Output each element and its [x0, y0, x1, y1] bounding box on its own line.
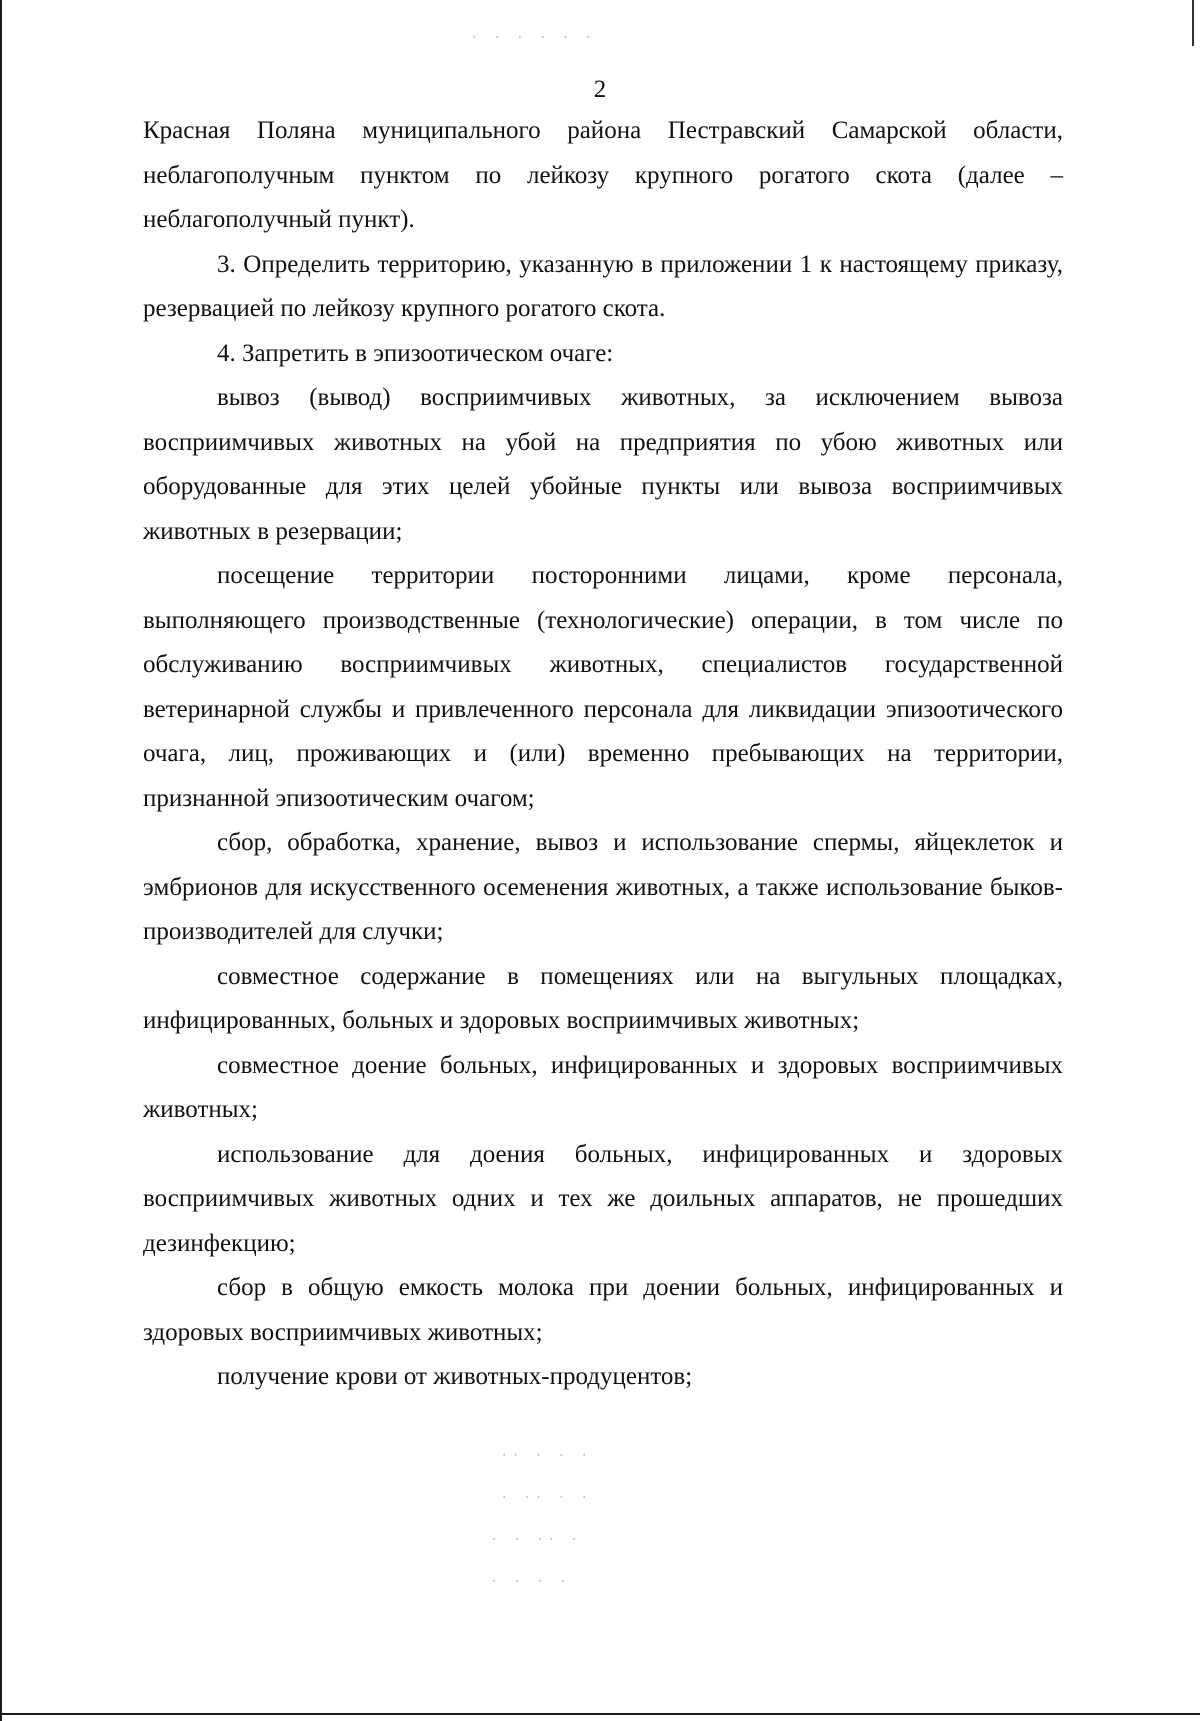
scan-noise: · ·· · · — [500, 1490, 592, 1506]
scan-noise: · · ·· · — [490, 1532, 582, 1548]
paragraph-prohibition-visits: посещение территории посторонними лицами, кроме персонала, выполняющего производственные (технологические) операции, в том числе по обслуживанию восприимчивых животных, специалистов государственной ветеринарной службы и привлеченного персонала для ликвидации эпизоотического очага, лиц, проживающих и (или) временно пребывающих на территории, признанной эпизоотическим очагом; — [143, 562, 1063, 812]
paragraph-prohibition-export: вывоз (вывод) восприимчивых животных, за исключением вывоза восприимчивых животных на убой на предприятия по убою животных или оборудованные для этих целей убойные пункты или вывоза восприимчивых животных в резервации; — [143, 384, 1063, 545]
paragraph-prohibition-semen: сбор, обработка, хранение, вывоз и использование спермы, яйцеклеток и эмбрионов для искусственного осеменения животных, а также использование быков-производителей для случки; — [143, 829, 1063, 945]
paragraph-prohibition-joint-milking: совместное доение больных, инфицированных и здоровых восприимчивых животных; — [143, 1051, 1063, 1123]
scan-noise: · · · · · · — [470, 30, 596, 46]
scan-noise: · · · · — [490, 1574, 571, 1590]
paragraph-prohibition-joint-keeping: совместное содержание в помещениях или на выгульных площадках, инфицированных, больных и здоровых восприимчивых животных; — [143, 962, 1063, 1034]
document-body — [143, 109, 1063, 1400]
scan-edge-right — [1192, 0, 1194, 46]
scan-edge-bottom — [0, 1713, 1200, 1715]
paragraph-prohibition-blood: получение крови от животных-продуцентов; — [217, 1363, 693, 1390]
paragraph-item-3: 3. Определить территорию, указанную в приложении 1 к настоящему приказу, резервацией по лейкозу крупного рогатого скота. — [143, 250, 1063, 322]
scan-edge-left — [0, 0, 2, 1721]
paragraph-item-4: 4. Запретить в эпизоотическом очаге: — [217, 339, 614, 367]
scan-noise: ·· · · · — [500, 1448, 592, 1464]
paragraph-continuation: Красная Поляна муниципального района Пестравский Самарской области, неблагополучным пунктом по лейкозу крупного рогатого скота (далее – неблагополучный пункт). — [143, 117, 1063, 233]
paragraph-prohibition-milking-apparatus: использование для доения больных, инфицированных и здоровых восприимчивых животных одних и тех же доильных аппаратов, не прошедших дезинфекцию; — [143, 1140, 1063, 1257]
page-number: 2 — [593, 76, 607, 103]
paragraph-prohibition-milk-collection: сбор в общую емкость молока при доении больных, инфицированных и здоровых восприимчивых животных; — [143, 1274, 1063, 1346]
